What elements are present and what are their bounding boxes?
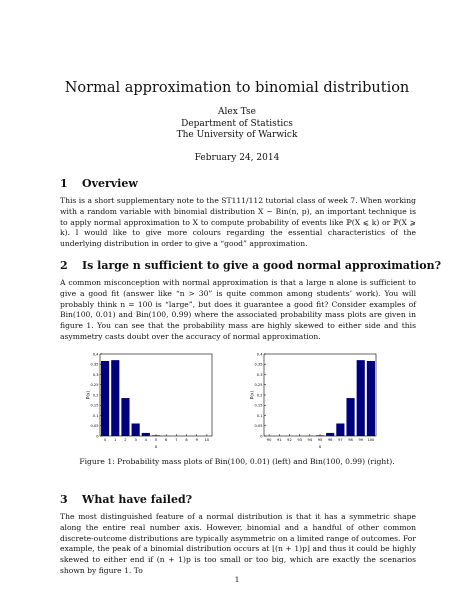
- x-tick-label: 8: [185, 438, 188, 442]
- x-tick-label: 6: [165, 438, 168, 442]
- y-axis-label: P(x): [86, 390, 91, 400]
- bar: [357, 360, 365, 436]
- bar: [111, 360, 119, 436]
- y-tick-label: 0.4: [256, 352, 263, 357]
- x-axis-label: x: [154, 444, 158, 449]
- x-tick-label: 97: [338, 438, 343, 442]
- bar: [121, 398, 129, 436]
- section-3-body: The most distinguished feature of a normal distribution is that it has a symmetric shape along the entire real number axis. However, binomial and a handful of other common discrete-outcome distributions are typically asymmetric on a limited range of outcomes. For example, the peak of a binomial distribution occurs at ⌊(n + 1)p⌋ and thus it could be highly skewed to either end if (n + 1)p is too small or too big, which are exactly the scenarios shown by figure 1. To: [60, 512, 416, 575]
- x-tick-label: 94: [307, 438, 313, 442]
- section-3-heading: [60, 493, 192, 506]
- section-1-body: This is a short supplementary note to the ST111/112 tutorial class of week 7. When working with a random variable with binomial distribution X ∼ Bin(n, p), an important technique is to apply normal approximation to X to compute probability of events like ℙ(X ⩽ k) or ℙ(X ⩾ k). I would like to give more colours regarding the essential characteristics of the underlying distribution in order to give a “good” approximation.: [60, 196, 416, 249]
- y-tick-label: 0: [260, 434, 263, 439]
- paper-date: February 24, 2014: [194, 153, 280, 163]
- section-title: What have failed?: [82, 493, 193, 506]
- paper-title: Normal approximation to binomial distribution: [64, 80, 410, 96]
- y-tick-label: 0.25: [90, 383, 99, 388]
- author-university: The University of Warwick: [176, 130, 298, 140]
- section-number: 3: [60, 493, 68, 506]
- y-tick-label: 0.35: [90, 362, 99, 367]
- section-number: 2: [60, 259, 68, 272]
- y-tick-label: 0.35: [254, 362, 263, 367]
- y-tick-label: 0.2: [256, 393, 263, 398]
- x-tick-label: 4: [144, 438, 147, 442]
- x-tick-label: 1: [114, 438, 117, 442]
- x-tick-label: 91: [276, 438, 282, 442]
- x-tick-label: 92: [287, 438, 292, 442]
- figure-caption: Figure 1: Probability mass plots of Bin(100, 0.01) (left) and Bin(100, 0.99) (right).: [79, 457, 395, 466]
- x-tick-label: 9: [195, 438, 198, 442]
- bar: [346, 398, 354, 436]
- y-tick-label: 0.05: [90, 424, 99, 429]
- x-tick-label: 2: [124, 438, 127, 442]
- page-number: 1: [234, 575, 240, 584]
- section-2-heading: [60, 259, 441, 272]
- y-tick-label: 0.05: [254, 424, 263, 429]
- bar: [367, 361, 375, 436]
- right-pmf-chart: [250, 350, 380, 450]
- section-title: Overview: [82, 177, 138, 190]
- y-tick-label: 0.4: [92, 352, 99, 357]
- y-tick-label: 0.3: [92, 372, 99, 377]
- y-tick-label: 0: [96, 434, 99, 439]
- y-axis-label: P(x): [250, 390, 255, 400]
- y-tick-label: 0.1: [256, 413, 263, 418]
- section-title: Is large n sufficient to give a good normal approximation?: [82, 259, 442, 272]
- x-tick-label: 100: [367, 438, 375, 442]
- x-tick-label: 96: [327, 438, 333, 442]
- x-tick-label: 10: [204, 438, 210, 442]
- author-name: Alex Tse: [218, 107, 256, 117]
- y-tick-label: 0.25: [254, 383, 263, 388]
- x-tick-label: 3: [134, 438, 137, 442]
- x-tick-label: 5: [154, 438, 158, 442]
- x-tick-label: 99: [358, 438, 364, 442]
- x-tick-label: 98: [348, 438, 353, 442]
- y-tick-label: 0.2: [92, 393, 99, 398]
- y-tick-label: 0.15: [254, 403, 263, 408]
- x-axis-label: x: [318, 444, 322, 449]
- y-tick-label: 0.1: [92, 413, 99, 418]
- x-tick-label: 90: [266, 438, 272, 442]
- y-tick-label: 0.15: [90, 403, 99, 408]
- x-tick-label: 7: [175, 438, 178, 442]
- section-1-heading: [60, 177, 138, 190]
- y-tick-label: 0.3: [256, 372, 263, 377]
- author-department: Department of Statistics: [181, 118, 293, 129]
- bar: [101, 361, 109, 436]
- x-tick-label: 0: [103, 438, 107, 442]
- section-2-body: A common misconception with normal approximation is that a large n alone is sufficient to give a good fit (answer like “n > 30” is quite common among students’ work). You will probably think n = 100 is “large”, but does it guarantee a good fit? Consider examples of Bin(100, 0.01) and Bin(100, 0.99) where the associated probability mass plots are given in figure 1. You can see that the probability mass are highly skewed to either side and this asymmetry casts doubt over the accuracy of normal approximation.: [60, 278, 416, 341]
- author-block: [0, 107, 474, 142]
- left-pmf-chart: [86, 350, 216, 450]
- x-tick-label: 93: [297, 438, 302, 442]
- section-number: 1: [60, 177, 68, 190]
- x-tick-label: 95: [317, 438, 323, 442]
